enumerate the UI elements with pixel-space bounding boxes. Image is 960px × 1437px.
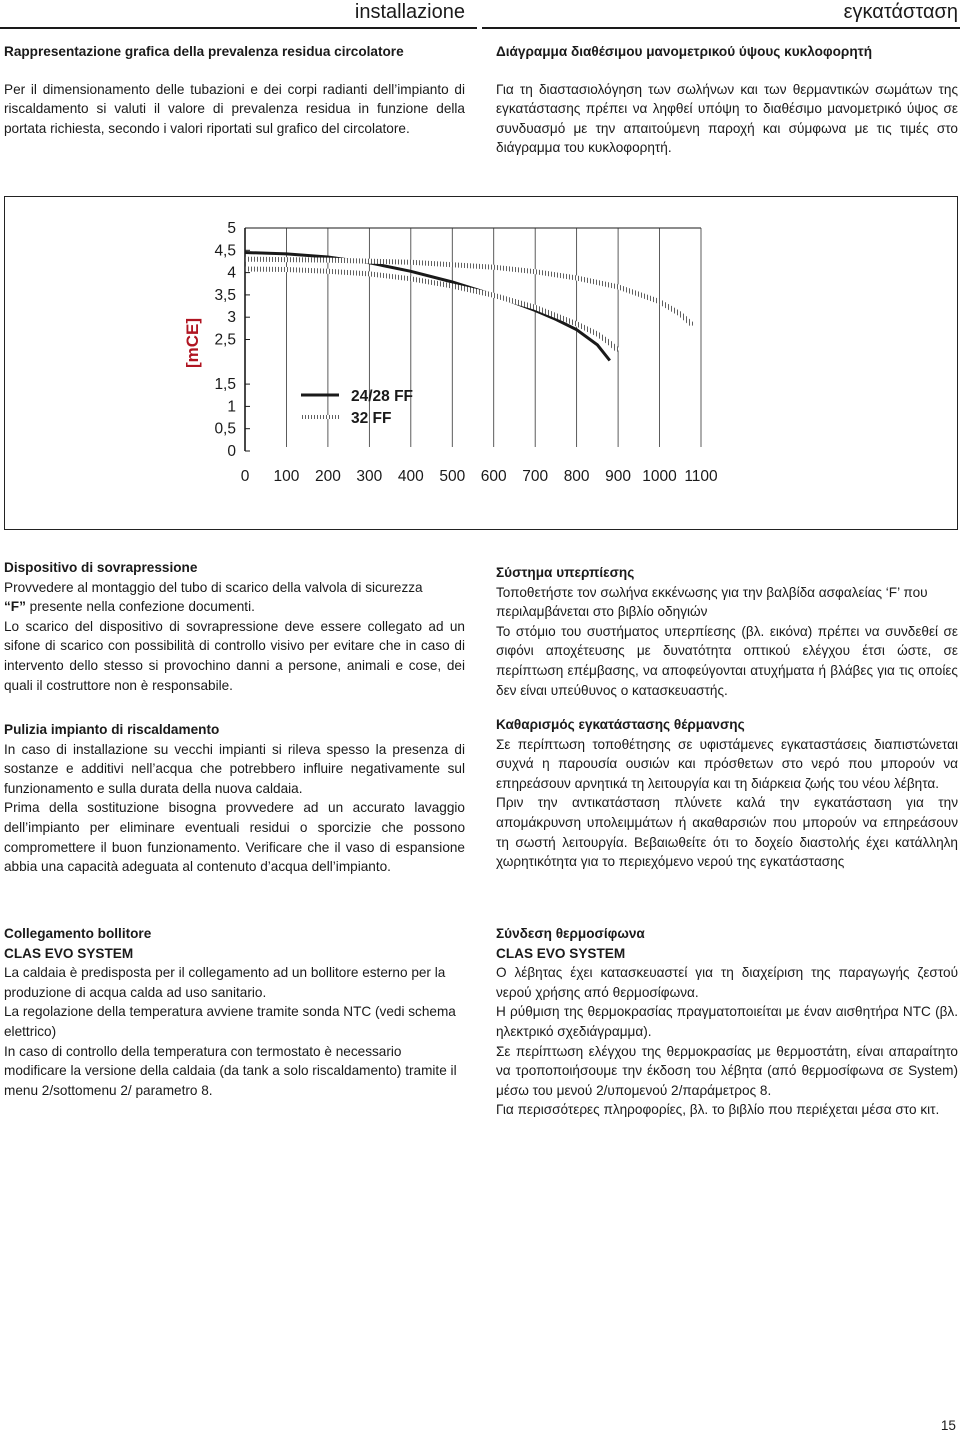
boiler-it-section <box>4 924 465 1100</box>
y-tick-label: 1 <box>227 398 236 416</box>
boiler-gr-body2: Η ρύθμιση της θερμοκρασίας πραγματοποιείται με έναν αισθητήρα NTC (βλ. ηλεκτρικό σχεδιάγραμμα). <box>496 1004 958 1039</box>
y-tick-label: 1,5 <box>214 376 236 394</box>
cleaning-gr-body1: Σε περίπτωση τοποθέτησης σε υφιστάμενες εγκαταστάσεις διαπιστώνεται συχνά η παρουσία ουσιών και πρόσθετων στο νερό που μπορούν να επηρεάσουν αρνητικά τη λειτουργία και τη διάρκεια ζωής του νέου λέβητα. <box>496 736 958 791</box>
y-tick-label: 5 <box>227 220 236 237</box>
x-tick-label: 800 <box>563 468 590 485</box>
y-tick-label: 2,5 <box>214 331 236 349</box>
overpressure-gr-body: Το στόμιο του συστήματος υπερπίεσης (βλ. εικόνα) πρέπει να συνδεθεί σε σιφόνι αποχέτευσης με δυνατότητα οπτικού ελέγχου έτσι ώστε, σε περίπτωση επέμβασης, να αποφεύγονται ατυχήματα ή βλάβες για τις οποίες δεν είναι υπεύθυνος ο κατασκευαστής. <box>496 623 958 698</box>
boiler-gr-body4: Για περισσότερες πληροφορίες, βλ. το βιβλίο που περιέχεται μέσα στο κιτ. <box>496 1102 940 1118</box>
cleaning-it-body2: Prima della sostituzione bisogna provvedere ad un accurato lavaggio dell’impianto per eliminare eventuali residui o sporcizie che possono compromettere il buon funzionamento. Verificare che il vaso di espansione abbia una capacità adeguata al contenuto d’acqua dell’impianto. <box>4 800 465 875</box>
boiler-it-title: Collegamento bollitore <box>4 926 152 941</box>
y-tick-label: 4,5 <box>214 242 236 260</box>
x-tick-label: 1000 <box>642 468 677 485</box>
x-tick-label: 900 <box>605 468 632 485</box>
boiler-gr-body3: Σε περίπτωση ελέγχου της θερμοκρασίας με θερμοστάτη, είναι απαραίτητο να τροποποιήσουμε την έκδοση του λέβητα (από θερμοσίφωνα σε System) μέσω του μενού 2/υπομενού 2/παράμετρος 8. <box>496 1043 958 1098</box>
circulator-gr-body: Για τη διαστασιολόγηση των σωλήνων και των θερμαντικών σωμάτων της εγκατάστασης πρέπει να ληφθεί υπόψη το διαθέσιμο μανομετρικό ύψος σε συνδυασμό με την απαιτούμενη παροχή και σύμφωνα με τις τιμές στο διάγραμμα του κυκλοφορητή. <box>496 81 958 156</box>
header-rule-gap <box>477 24 482 32</box>
cleaning-gr-title: Καθαρισμός εγκατάστασης θέρμανσης <box>496 717 745 732</box>
header-right-title: εγκατάσταση <box>843 1 958 23</box>
y-tick-label: 4 <box>227 264 236 282</box>
circulator-it-title: Rappresentazione grafica della prevalenza residua circolatore <box>4 44 404 59</box>
overpressure-it-body: Lo scarico del dispositivo di sovrapressione deve essere collegato ad un sifone di scarico con possibilità di controllo visivo per evitare che in caso di intervento dello stesso si provochino danni a persone, animali e cose, dei quali il costruttore non è responsabile. <box>4 618 465 693</box>
y-tick-label: 3,5 <box>214 286 236 304</box>
x-tick-label: 1100 <box>684 468 718 485</box>
x-tick-label: 400 <box>397 468 424 485</box>
boiler-it-subtitle: CLAS EVO SYSTEM <box>4 945 134 961</box>
overpressure-it-f-letter: “F” <box>4 599 26 615</box>
x-tick-label: 700 <box>522 468 549 485</box>
header-left-title: installazione <box>354 1 465 23</box>
overpressure-gr-title: Σύστημα υπερπίεσης <box>496 565 635 580</box>
y-axis-label: [mCE] <box>183 317 202 369</box>
overpressure-gr-line1: Τοποθετήστε τον σωλήνα εκκένωσης για την βαλβίδα ασφαλείας ‘F’ που περιλαμβάνεται στο βιβλίο οδηγιών <box>496 584 928 620</box>
pump-curve-chart <box>5 197 957 529</box>
overpressure-it-line2: “F” presente nella confezione documenti. <box>4 599 255 615</box>
boiler-gr-subtitle: CLAS EVO SYSTEM <box>496 945 626 961</box>
legend-swatch-1 <box>301 415 339 419</box>
boiler-gr-body1: Ο λέβητας έχει κατασκευαστεί για τη διαχείριση της παραγωγής ζεστού νερού χρήσης από θερμοσίφωνα. <box>496 965 958 1000</box>
y-tick-label: 0,5 <box>214 420 236 438</box>
legend-label-0: 24/28 FF <box>351 388 414 405</box>
x-tick-label: 600 <box>480 468 507 485</box>
circulator-it-body: Per il dimensionamento delle tubazioni e dei corpi radianti dell’impianto di riscaldamento si valuti il valore di prevalenza residua in funzione della portata richiesta, secondo i valori riportati sul grafico del circolatore. <box>4 81 465 136</box>
x-tick-label: 200 <box>314 468 341 485</box>
overpressure-it-line1: Provvedere al montaggio del tubo di scarico della valvola di sicurezza <box>4 579 423 595</box>
page-number: 15 <box>940 1418 956 1433</box>
overpressure-it-title: Dispositivo di sovrapressione <box>4 560 198 575</box>
circulator-gr-section <box>496 42 958 158</box>
y-tick-label: 3 <box>227 309 236 327</box>
overpressure-it-section <box>4 558 465 695</box>
legend-label-1: 32 FF <box>351 410 392 427</box>
cleaning-it-section <box>4 720 465 877</box>
circulator-it-section <box>4 42 465 138</box>
x-tick-label: 500 <box>439 468 466 485</box>
boiler-gr-title: Σύνδεση θερμοσίφωνα <box>496 926 645 941</box>
x-tick-label: 100 <box>273 468 300 485</box>
cleaning-it-body1: In caso di installazione su vecchi impianti si rileva spesso la presenza di sostanze e additivi nell’acqua che potrebbero influire negativamente sul funzionamento e sulla durata della nuova caldaia. <box>4 741 465 796</box>
series-curve-1 <box>245 269 618 351</box>
x-tick-label: 300 <box>356 468 383 485</box>
cleaning-gr-section <box>496 715 958 872</box>
boiler-gr-section <box>496 924 958 1120</box>
x-tick-label: 0 <box>240 468 250 485</box>
boiler-it-body1: La caldaia è predisposta per il collegamento ad un bollitore esterno per la produzione di acqua calda ad uso sanitario. <box>4 965 446 1000</box>
pump-curve-chart-frame <box>4 196 958 530</box>
boiler-it-body3: In caso di controllo della temperatura con termostato è necessario modificare la versione della caldaia (da tank a solo riscaldamento) tramite il menu 2/sottomenu 2/ parametro 8. <box>4 1043 457 1098</box>
y-tick-label: 0 <box>227 443 236 460</box>
overpressure-gr-section <box>496 563 958 700</box>
circulator-gr-title: Διάγραμμα διαθέσιμου μανομετρικού ύψους κυκλοφορητή <box>496 44 873 59</box>
cleaning-gr-body2: Πριν την αντικατάσταση πλύνετε καλά την εγκατάσταση για την απομάκρυνση υπολειμμάτων ή ακαθαρσιών που μπορούν να επηρεάσουν τη σωστή λειτουργία. Βεβαιωθείτε ότι το δοχείο διαστολής έχει κατάλληλη χωρητικότητα για το περιεχόμενο νερού της εγκατάστασης <box>496 795 958 870</box>
boiler-it-body2: La regolazione della temperatura avviene tramite sonda NTC (vedi schema elettrico) <box>4 1004 456 1039</box>
cleaning-it-title: Pulizia impianto di riscaldamento <box>4 722 220 737</box>
